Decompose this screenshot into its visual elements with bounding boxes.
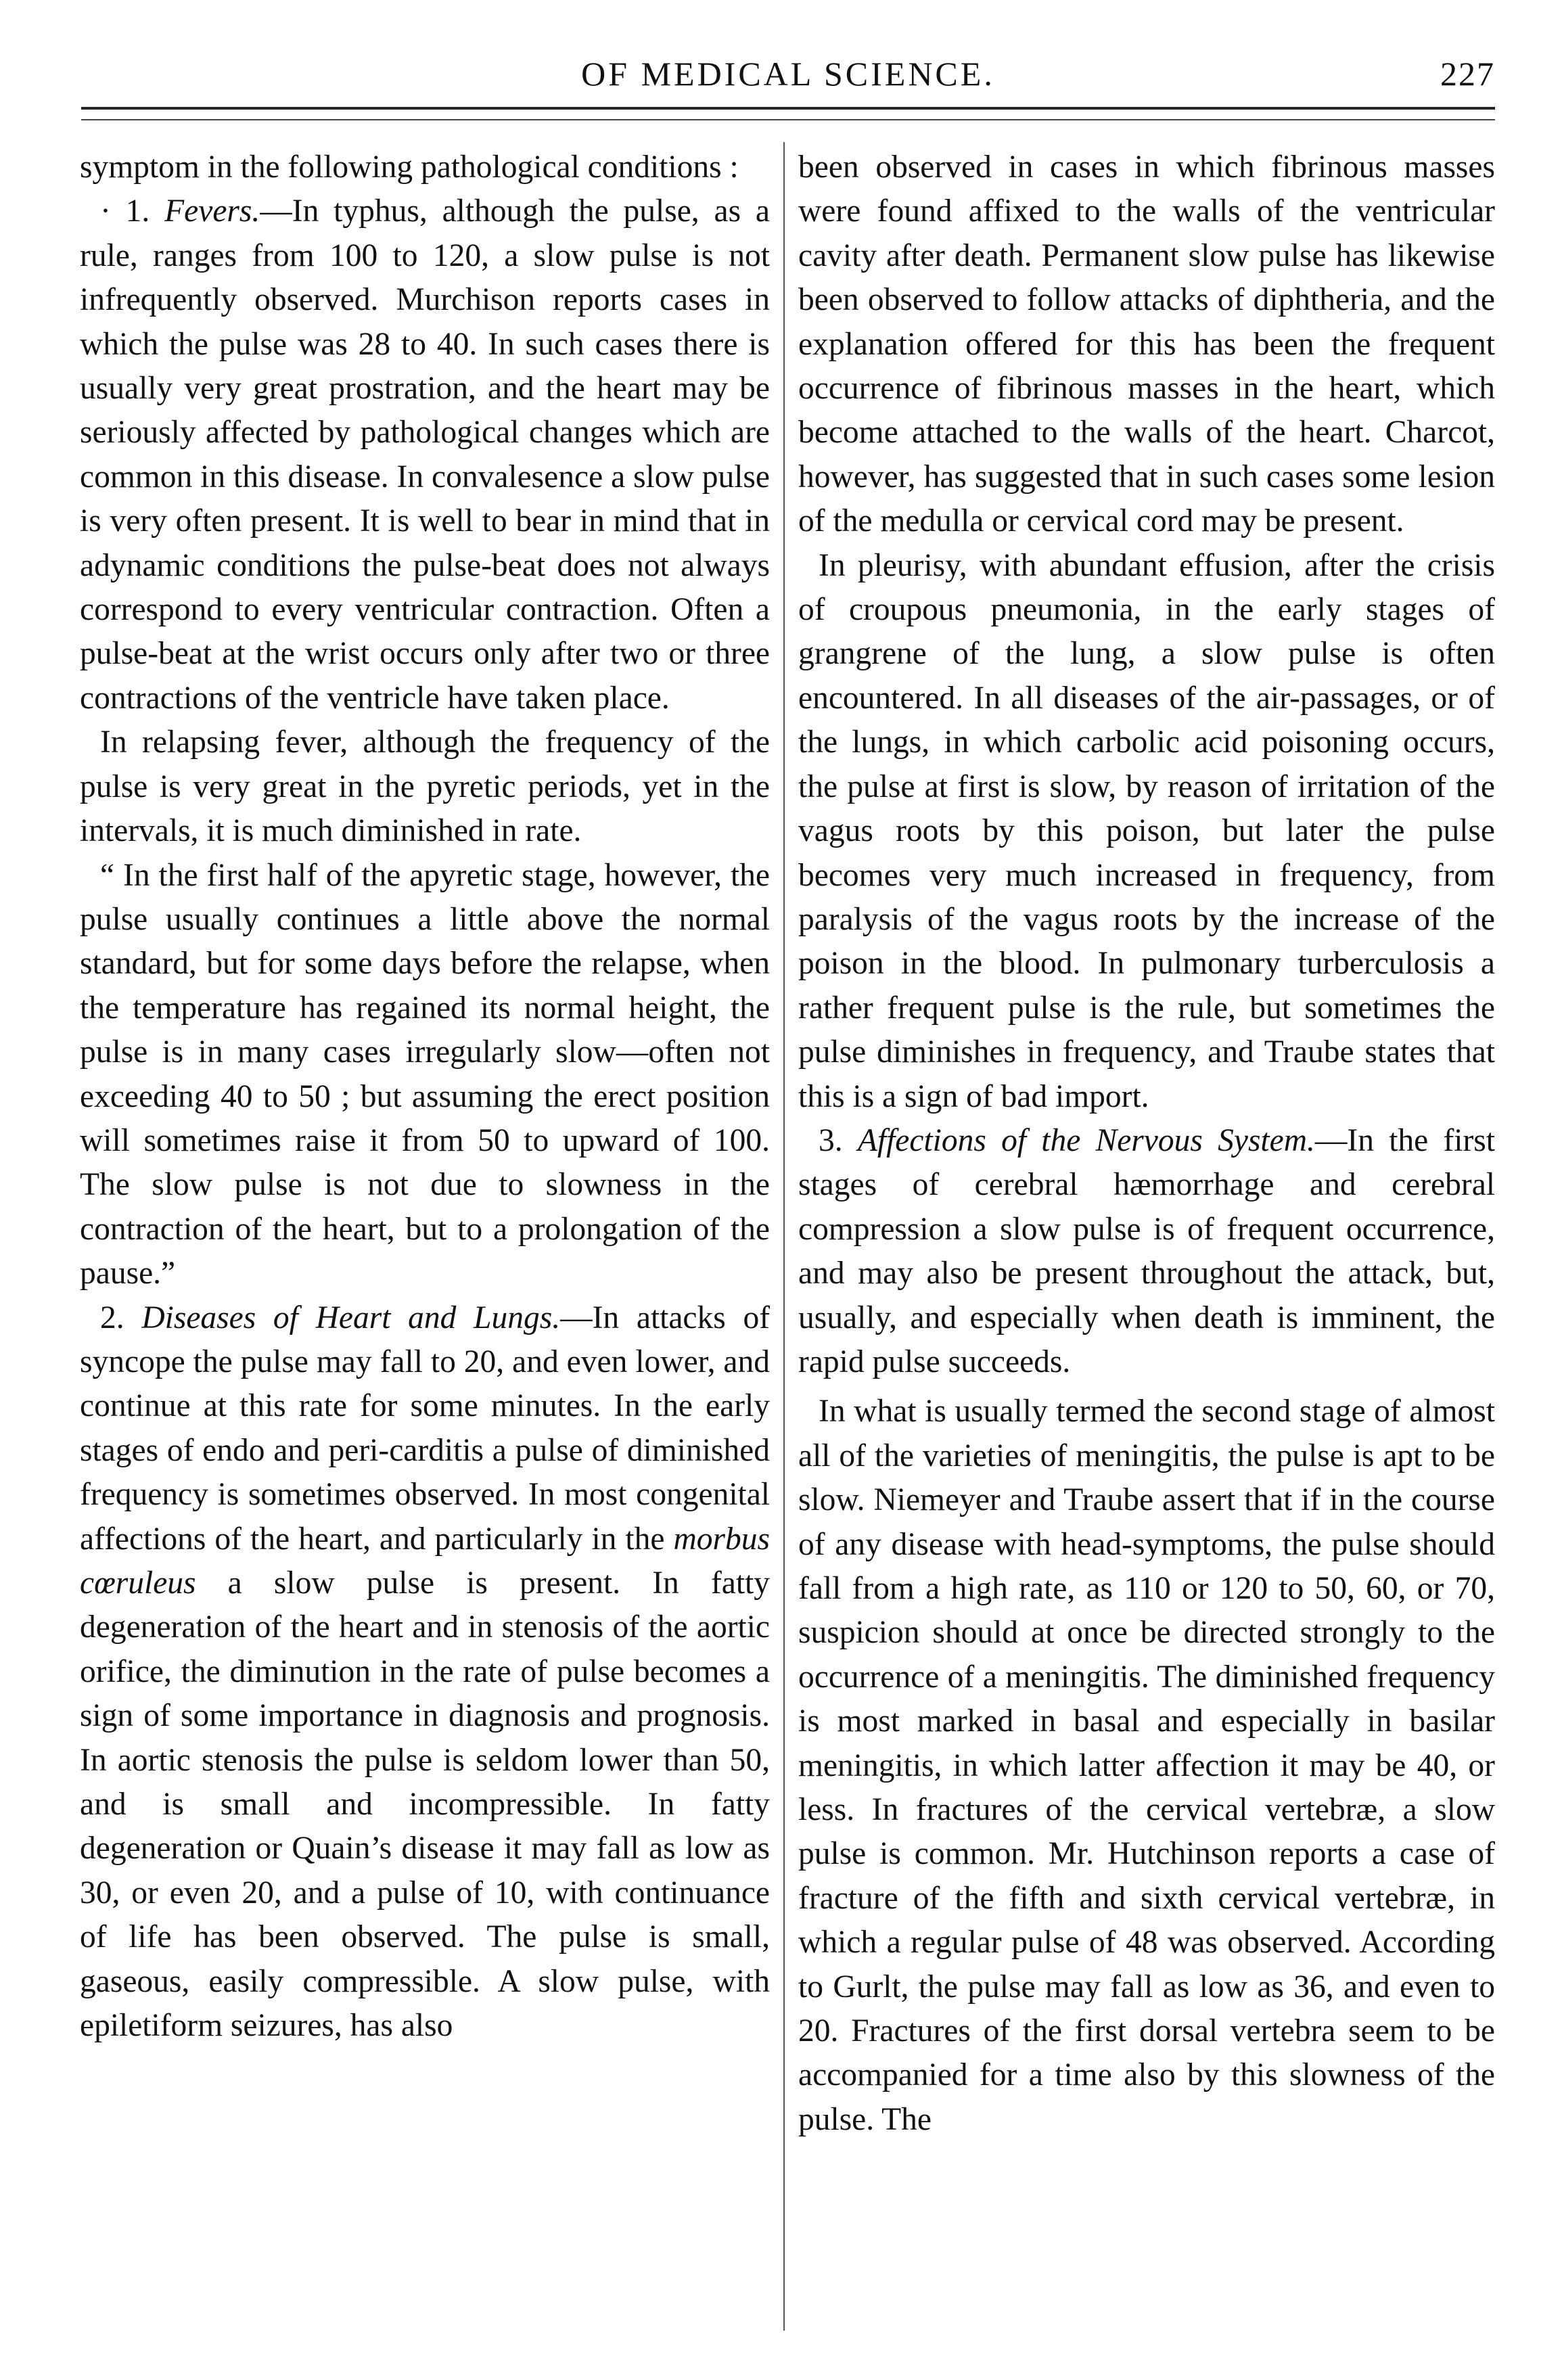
list-number: 2. [100,1300,142,1335]
list-number: · 1. [100,193,165,229]
section-heading: Affections of the Nervous System. [857,1122,1315,1158]
paragraph: In relapsing fever, although the frequency of the pulse is very great in the pyretic periods, yet in the intervals, it is much diminished in rate. [80,725,770,849]
paragraph: been observed in cases in which fibrinous masses were found affixed to the walls of the ventricular cavity after death. Permanent slow pulse has likewise been observed to follow attacks of diphtheria, and the explanation offered for this has been the frequent occurrence of fibrinous masses in the heart, which become attached to the walls of the heart. Charcot, however, has suggested that in such cases some lesion of the medulla or cervical cord may be present. [798,150,1495,539]
paragraph-nervous-system [798,1119,1495,1384]
quotation-paragraph: “ In the first half of the apyretic stage, however, the pulse usually continues a little above the normal standard, but for some days before the relapse, when the temperature has regained its normal height, the pulse is in many cases irregularly slow—often not exceeding 40 to 50 ; but assuming the erect position will sometimes raise it from 50 to upward of 100. The slow pulse is not due to slowness in the contraction of the heart, but to a prolongation of the pause.” [80,857,770,1291]
paragraph-body: —In the first stages of cerebral hæmorrhage and cerebral compression a slow pulse is of frequent occurrence, and may also be present throughout the attack, but, usually, and especially when death is imminent, the rapid pulse succeeds. [798,1122,1495,1379]
page-header [81,47,1495,101]
header-rule [81,107,1495,110]
paragraph-body: a slow pulse is present. In fatty degeneration of the heart and in stenosis of the aortic orifice, the diminution in the rate of pulse becomes a sign of some importance in diagnosis and prognosis. In aortic stenosis the pulse is seldom lower than 50, and is small and incompressible. In fatty degeneration or Quain’s disease it may fall as low as 30, or even 20, and a pulse of 10, with continuance of life has been observed. The pulse is small, gaseous, easily compressible. A slow pulse, with epiletiform seizures, has also [80,1565,770,2044]
paragraph: In pleurisy, with abundant effusion, after the crisis of croupous pneumonia, in the early stages of grangrene of the lung, a slow pulse is often encountered. In all diseases of the air-passages, or of the lungs, in which carbolic acid poisoning occurs, the pulse at first is slow, by reason of irritation of the vagus roots by this poison, but later the pulse becomes very much increased in frequency, from paralysis of the vagus roots by the increase of the poison in the blood. In pulmonary turberculosis a rather frequent pulse is the rule, but sometimes the pulse diminishes in frequency, and Traube states that this is a sign of bad import. [798,547,1495,1114]
left-column [80,145,770,2048]
right-column [798,145,1495,2142]
running-title: OF MEDICAL SCIENCE. [581,55,995,93]
paragraph: symptom in the following pathological conditions : [80,150,739,185]
paragraph-heart-lungs [80,1296,770,2049]
list-number: 3. [819,1122,858,1158]
paragraph-body: —In typhus, although the pulse, as a rule, ranges from 100 to 120, a slow pulse is not infrequently observed. Murchison reports cases in which the pulse was 28 to 40. In such cases there is usually very great prostration, and the heart may be seriously affected by pathological changes which are common in this disease. In convalesence a slow pulse is very often present. It is well to bear in mind that in adynamic conditions the pulse-beat does not always correspond to every ventricular contraction. Often a pulse-beat at the wrist occurs only after two or three contractions of the ventricle have taken place. [80,193,770,716]
paragraph: In what is usually termed the second stage of almost all of the varieties of meningitis, the pulse is apt to be slow. Niemeyer and Traube assert that if in the course of any disease with head-symptoms, the pulse should fall from a high rate, as 110 or 120 to 50, 60, or 70, suspicion should at once be directed strongly to the occurrence of a meningitis. The diminished frequency is most marked in basal and especially in basilar meningitis, in which latter affection it may be 40, or less. In fractures of the cervical vertebræ, a slow pulse is common. Mr. Hutchinson reports a case of fracture of the fifth and sixth cervical vertebræ, in which a regular pulse of 48 was observed. According to Gurlt, the pulse may fall as low as 36, and even to 20. Fractures of the first dorsal vertebra seem to be accompanied for a time also by this slowness of the pulse. The [798,1394,1495,2137]
italic-term: morbus cœruleus [80,1521,770,1601]
paragraph-fevers [80,189,770,720]
section-heading: Fevers. [164,193,260,229]
page-number: 227 [1440,55,1495,93]
header-rule-secondary [81,119,1495,120]
paragraph-body: —In attacks of syncope the pulse may fall to 20, and even lower, and continue at this rate for some minutes. In the early stages of endo and peri-carditis a pulse of diminished frequency is sometimes observed. In most congenital affections of the heart, and particularly in the [80,1300,771,1557]
section-heading: Diseases of Heart and Lungs. [141,1300,561,1335]
column-divider [783,142,785,2331]
